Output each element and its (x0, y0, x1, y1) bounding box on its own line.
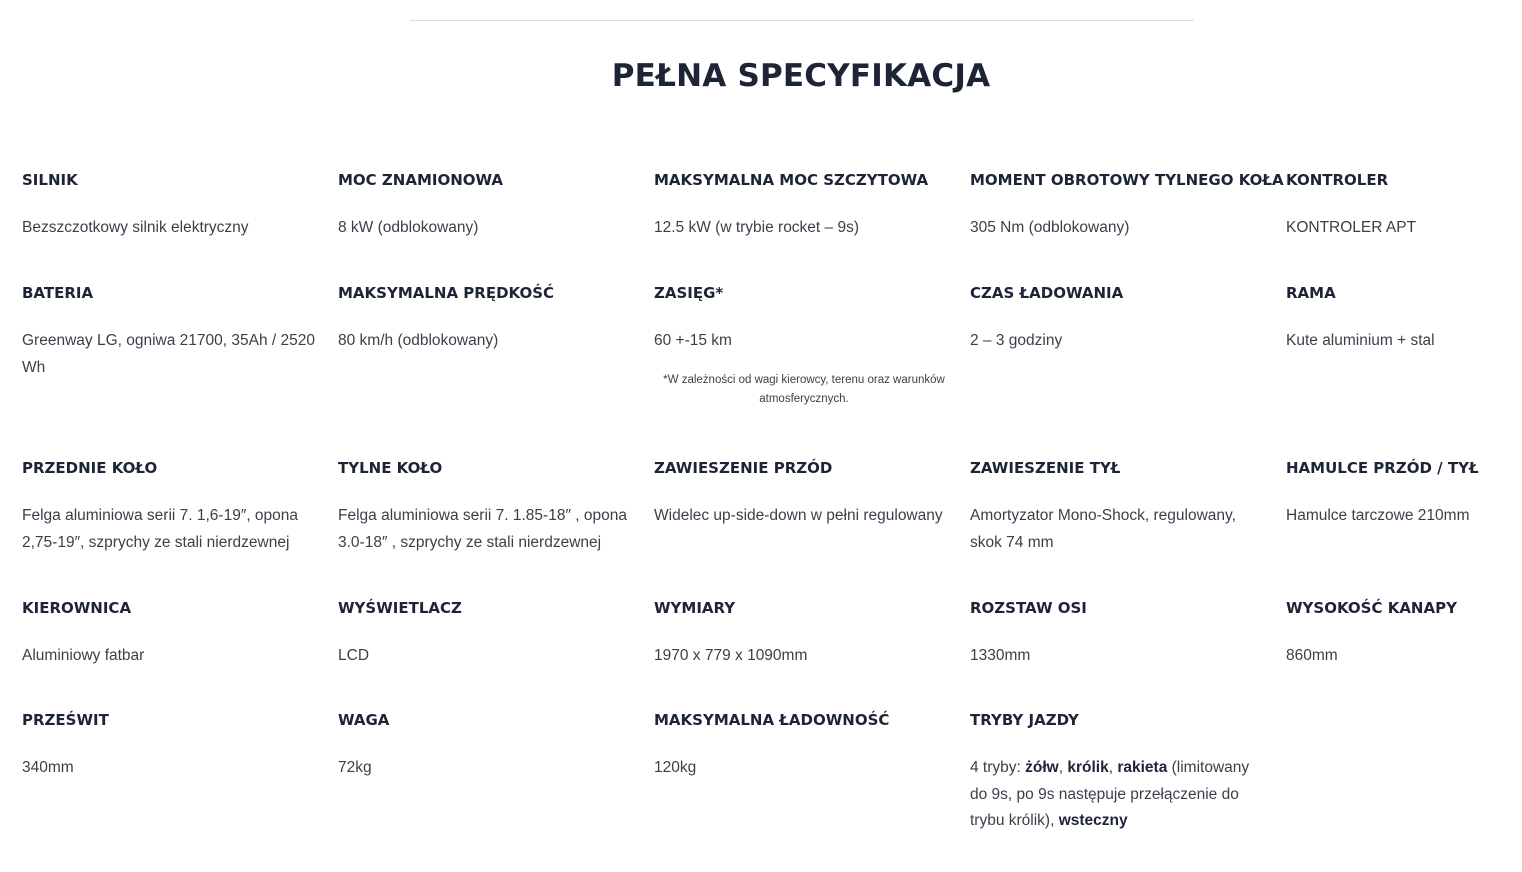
spec-label: SILNIK (22, 171, 78, 189)
ride-mode-rabbit: królik (1067, 759, 1109, 776)
spec-label: MOMENT OBROTOWY TYLNEGO KOŁA (970, 171, 1284, 189)
spec-label: CZAS ŁADOWANIA (970, 284, 1124, 302)
spec-value: 72kg (338, 759, 372, 776)
spec-value: 8 kW (odblokowany) (338, 219, 479, 236)
spec-value (970, 755, 1270, 835)
spec-label: ROZSTAW OSI (970, 599, 1087, 617)
spec-value: 305 Nm (odblokowany) (970, 219, 1130, 236)
ride-modes-prefix: 4 tryby: (970, 759, 1026, 776)
spec-tylne-kolo (338, 459, 638, 556)
spec-value: KONTROLER APT (1286, 219, 1417, 236)
spec-label: MAKSYMALNA PRĘDKOŚĆ (338, 284, 555, 302)
spec-zawieszenie-przod (654, 459, 954, 530)
spec-value: Hamulce tarczowe 210mm (1286, 507, 1470, 524)
ride-mode-reverse: wsteczny (1058, 812, 1128, 829)
ride-modes-separator: , (1108, 759, 1118, 776)
ride-modes-separator: , (1058, 759, 1068, 776)
spec-label: RAMA (1286, 284, 1336, 302)
spec-wysokosc-kanapy (1286, 599, 1522, 670)
spec-label: KONTROLER (1286, 171, 1389, 189)
spec-zasieg (654, 284, 954, 409)
spec-moc-szczytowa (654, 171, 954, 242)
spec-value: 120kg (654, 759, 697, 776)
spec-ladownosc (654, 711, 954, 782)
spec-label: ZAWIESZENIE TYŁ (970, 459, 1121, 477)
spec-hamulce (1286, 459, 1522, 530)
spec-label: WYSOKOŚĆ KANAPY (1286, 599, 1457, 617)
spec-wyswietlacz (338, 599, 638, 670)
spec-value: 340mm (22, 759, 74, 776)
spec-label: PRZEDNIE KOŁO (22, 459, 158, 477)
spec-label: WAGA (338, 711, 390, 729)
spec-grid (22, 0, 1522, 872)
spec-predkosc (338, 284, 638, 355)
spec-waga (338, 711, 638, 782)
ride-modes-description: (limitowany do 9s, po 9s następuje przełączenie do trybu królik), (970, 759, 1250, 829)
spec-czas-ladowania (970, 284, 1270, 355)
spec-label: MOC ZNAMIONOWA (338, 171, 503, 189)
spec-tryby-jazdy (970, 711, 1270, 835)
spec-label: WYMIARY (654, 599, 736, 617)
spec-label: BATERIA (22, 284, 94, 302)
spec-label: KIEROWNICA (22, 599, 132, 617)
spec-label: HAMULCE PRZÓD / TYŁ (1286, 459, 1479, 477)
spec-value: Felga aluminiowa serii 7. 1.85-18″ , opona 3.0-18″ , szprychy ze stali nierdzewnej (338, 507, 627, 551)
spec-value: Greenway LG, ogniwa 21700, 35Ah / 2520 Wh (22, 332, 315, 376)
spec-label: MAKSYMALNA ŁADOWNOŚĆ (654, 711, 890, 729)
spec-label: MAKSYMALNA MOC SZCZYTOWA (654, 171, 929, 189)
spec-label: ZAWIESZENIE PRZÓD (654, 459, 833, 477)
spec-rozstaw-osi (970, 599, 1270, 670)
spec-bateria (22, 284, 322, 381)
spec-value: 2 – 3 godziny (970, 332, 1063, 349)
page-title: PEŁNA SPECYFIKACJA (611, 58, 991, 94)
spec-value: 12.5 kW (w trybie rocket – 9s) (654, 219, 860, 236)
spec-kierownica (22, 599, 322, 670)
spec-value: LCD (338, 647, 370, 664)
spec-value: Amortyzator Mono-Shock, regulowany, skok 74 mm (970, 507, 1236, 551)
spec-przednie-kolo (22, 459, 322, 556)
spec-value: 1330mm (970, 647, 1031, 664)
spec-value: 1970 x 779 x 1090mm (654, 647, 808, 664)
spec-label: ZASIĘG* (654, 284, 724, 302)
ride-mode-rocket: rakieta (1117, 759, 1168, 776)
spec-silnik (22, 171, 322, 242)
spec-label: WYŚWIETLACZ (338, 599, 462, 617)
spec-label: TYLNE KOŁO (338, 459, 443, 477)
spec-footnote: *W zależności od wagi kierowcy, terenu oraz warunków atmosferycznych. (663, 373, 945, 405)
spec-value: Aluminiowy fatbar (22, 647, 145, 664)
spec-label: PRZEŚWIT (22, 711, 109, 729)
spec-moment-obrotowy (970, 171, 1284, 242)
spec-przeswit (22, 711, 322, 782)
spec-wymiary (654, 599, 954, 670)
spec-value: Kute aluminium + stal (1286, 332, 1435, 349)
spec-label: TRYBY JAZDY (970, 711, 1079, 729)
spec-value: Bezszczotkowy silnik elektryczny (22, 219, 249, 236)
spec-value: 80 km/h (odblokowany) (338, 332, 499, 349)
spec-kontroler (1286, 171, 1522, 242)
spec-rama (1286, 284, 1522, 355)
spec-value: Felga aluminiowa serii 7. 1,6-19″, opona 2,75-19″, szprychy ze stali nierdzewnej (22, 507, 299, 551)
spec-value: Widelec up-side-down w pełni regulowany (654, 507, 943, 524)
spec-value: 860mm (1286, 647, 1338, 664)
ride-mode-turtle: żółw (1025, 759, 1059, 776)
spec-moc-znamionowa (338, 171, 638, 242)
spec-zawieszenie-tyl (970, 459, 1270, 556)
spec-value: 60 +-15 km (654, 332, 732, 349)
